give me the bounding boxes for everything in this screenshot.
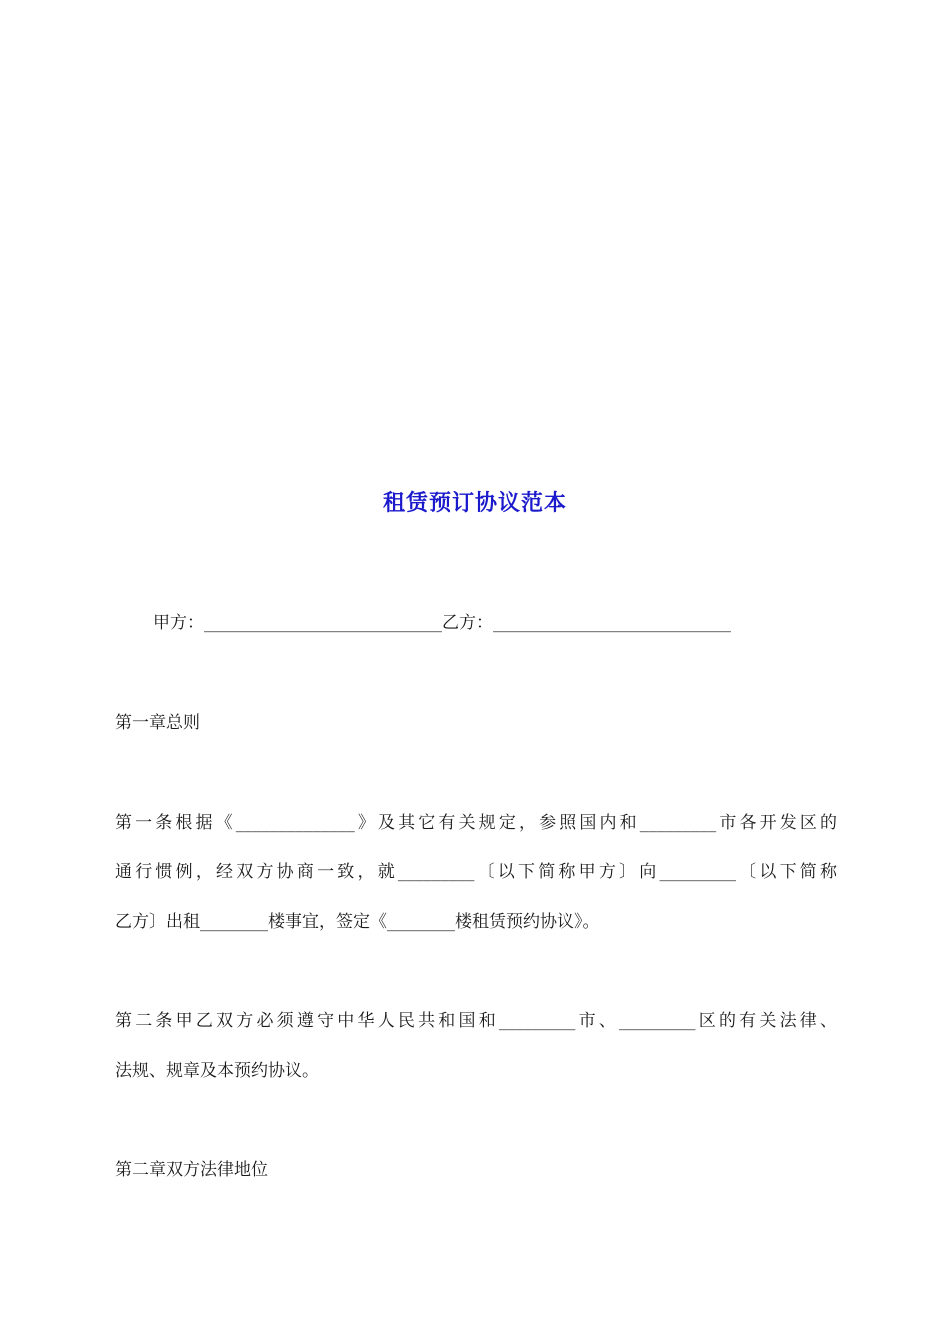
article-2-line-1: 第二条甲乙双方必须遵守中华人民共和国和_________市、_________区的有关法律、 xyxy=(115,1011,837,1031)
chapter-2-heading: 第二章双方法律地位 xyxy=(115,1160,268,1180)
article-1-line-2: 通行惯例，经双方协商一致，就_________〔以下简称甲方〕向_________〔以下简称 xyxy=(115,862,837,882)
parties-line: 甲方：____________________________乙方：____________________________ xyxy=(153,613,731,633)
article-2-line-2: 法规、规章及本预约协议。 xyxy=(115,1061,319,1081)
article-1-line-3: 乙方〕出租________楼事宜，签定《________楼租赁预约协议》。 xyxy=(115,912,600,932)
document-title: 租赁预订协议范本 xyxy=(382,490,567,516)
article-1-line-1: 第一条根据《______________》及其它有关规定，参照国内和_________市各开发区的 xyxy=(115,813,837,833)
chapter-1-heading: 第一章总则 xyxy=(115,713,200,733)
